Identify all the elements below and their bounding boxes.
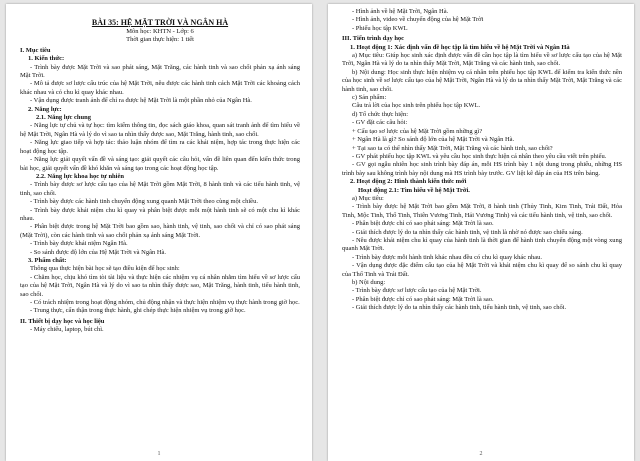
page1-line: - Máy chiếu, laptop, bút chì.	[30, 326, 104, 334]
page2-line: + Ngân Hà là gì? So sánh độ lớn của hệ Mặt Trời và Ngân Hà.	[352, 136, 515, 144]
page2-line: - Phiếu học tập KWL	[352, 24, 408, 32]
page2-line: - GV phát phiếu học tập KWL và yêu cầu học sinh thực hiện cá nhân theo yêu cầu viết trên phiếu.	[352, 152, 607, 160]
page-number-2: 2	[479, 451, 483, 457]
page2-line: c) Sản phẩm:	[352, 94, 387, 102]
page2-line: - GV gọi ngẫu nhiên học sinh trình bày đáp án, mỗi HS trình bày 1 nội dung trong phiếu, những HS trình bày sau không trình bày nội dung mà HS trình bày trước. GV liệt kê đáp án của HS trên bảng.	[342, 161, 622, 177]
page1-line: - Mô tả được sơ lược cấu trúc của hệ Mặt Trời, nêu được các hành tinh cách Mặt Trời các khoảng cách khác nhau và có chu kì quay khác nhau.	[20, 80, 300, 96]
page2-line: - GV đặt các câu hỏi:	[352, 119, 408, 127]
page2-line: - Hình ảnh, video về chuyển động của hệ Mặt Trời	[352, 16, 484, 24]
page2-line: b) Nội dung: Học sinh thực hiện nhiệm vụ cá nhân trên phiếu học tập KWL để kiểm tra kiến thức nền của học sinh về sơ lược cấu tạo của hệ Mặt Trời, Ngân Hà và lý do ta nhìn thấy Mặt Trời, Mặt Trăng và các hành tinh, sao chổi.	[342, 68, 622, 93]
page2-line: d) Tổ chức thực hiện:	[352, 110, 409, 118]
page2-line: 2. Hoạt động 2: Hình thành kiến thức mới	[350, 178, 467, 186]
page2-line: Câu trả lời của học sinh trên phiếu học tập KWL.	[352, 102, 481, 110]
page2-line: - Trình bày được sơ lược cấu tạo của hệ Mặt Trời.	[352, 287, 482, 295]
page1-line: I. Mục tiêu	[20, 46, 51, 54]
page1-line: 2.2. Năng lực khoa học tự nhiên	[36, 172, 124, 180]
page1-line: - Có trách nhiệm trong hoạt động nhóm, chủ động nhận và thực hiện nhiệm vụ thực hành trong giờ học.	[30, 299, 300, 306]
page1-line: - So sánh được độ lớn của Hệ Mặt Trời và Ngân Hà.	[30, 248, 167, 256]
page1-line: - Năng lực giải quyết vấn đề và sáng tạo: giải quyết các câu hỏi, vấn đề liên quan đến kiến thức trong bài học, giải quyết vấn đề khó khăn và sáng tạo trong các hoạt động học tập.	[20, 156, 300, 172]
document-page-2	[328, 4, 634, 461]
page2-line: - Phân biệt được chỉ có sao phát sáng: Mặt Trời là sao.	[352, 295, 494, 303]
page1-line: - Phân biệt được trong hệ Mặt Trời bao gồm sao, hành tinh, vệ tinh, sao chổi và chỉ có sao phát sáng (Mặt Trời), còn các hành tinh và sao chổi phản xạ ánh sáng Mặt Trời.	[20, 223, 300, 239]
page1-line: - Năng lực giao tiếp và hợp tác: thảo luận nhóm để tìm ra các khái niệm, hợp tác trong thực hiện các hoạt động học tập.	[20, 139, 300, 155]
duration-line: Thời gian thực hiện: 1 tiết	[126, 36, 194, 44]
document-page-1	[6, 4, 312, 461]
page2-line: Hoạt động 2.1: Tìm hiểu về hệ Mặt Trời.	[358, 186, 470, 194]
page-number-1: 1	[157, 451, 161, 457]
page1-line: - Chăm học, chịu khó tìm tòi tài liệu và thực hiện các nhiệm vụ cá nhân nhằm tìm hiểu về sơ lược cấu tạo của hệ Mặt Trời, Ngân Hà và lý do vì sao ta nhìn thấy được sao, Mặt Trăng, hành tinh, tiểu hành tinh, sao chổi.	[20, 273, 300, 298]
page2-line: - Trình bày được mỗi hành tinh khác nhau đều có chu kì quay khác nhau.	[352, 253, 543, 261]
page2-line: + Tại sao ta có thể nhìn thấy Mặt Trời, Mặt Trăng và các hành tinh, sao chổi?	[352, 144, 553, 152]
page2-line: - Vận dụng được đặc điểm cấu tạo của hệ Mặt Trời và khái niệm chu kì quay để so sánh chu kì quay của Thổ Tinh và Trái Đất.	[342, 262, 622, 278]
page1-line: - Năng lực tự chủ và tự học: tìm kiếm thông tin, đọc sách giáo khoa, quan sát tranh ảnh để tìm hiểu về hệ Mặt Trời, Ngân Hà và lý do vì sao ta nhìn thấy được sao, Mặt Trăng, hành tinh, sao chổi.	[20, 122, 300, 138]
lesson-title: BÀI 35: HỆ MẶT TRỜI VÀ NGÂN HÀ	[91, 18, 229, 27]
page-1-body	[20, 47, 300, 335]
page1-line: II. Thiết bị dạy học và học liệu	[20, 317, 105, 325]
page2-line: - Phân biệt được chỉ có sao phát sáng: Mặt Trời là sao.	[352, 220, 494, 228]
page1-line: 1. Kiến thức:	[28, 55, 65, 63]
page1-line: 2. Năng lực:	[28, 105, 62, 113]
page1-line: - Trình bày được khái niệm chu kì quay và phân biệt được mỗi một hành tinh sẽ có một chu kì khác nhau.	[20, 206, 300, 222]
page2-line: - Giải thích được lý do ta nhìn thấy các hành tinh, vệ tinh là nhờ nó được sao chiếu sáng.	[352, 228, 583, 236]
page2-line: a) Mục tiêu:	[352, 194, 384, 202]
page1-line: - Trung thực, cẩn thận trong thực hành, ghi chép thực hiện nhiệm vụ trong giờ học.	[30, 307, 246, 315]
page1-line: - Trình bày được Mặt Trời và sao phát sáng, Mặt Trăng, các hành tinh và sao chổi phản xạ ánh sáng Mặt Trời.	[20, 63, 300, 80]
page1-line: 3. Phẩm chất:	[28, 256, 67, 264]
page1-line: - Trình bày được sơ lược cấu tạo của hệ Mặt Trời gồm Mặt Trời, 8 hành tinh và các tiểu hành tinh, vệ tinh, sao chổi.	[20, 181, 300, 197]
page-2-body	[342, 8, 622, 313]
page2-line: b) Nội dung:	[352, 279, 386, 286]
page-2-content	[342, 8, 622, 313]
page1-line: Thông qua thực hiện bài học sẽ tạo điều kiện để học sinh:	[30, 265, 180, 273]
page1-line: - Trình bày được các hành tinh chuyển động xung quanh Mặt Trời theo cùng một chiều.	[30, 198, 258, 206]
page2-line: a) Mục tiêu: Giúp học sinh xác định được vấn đề cần học tập là tìm hiểu về sơ lược cấu tạo của hệ Mặt Trời, Ngân Hà và lý do ta nhìn thấy Mặt Trời, Mặt Trăng và các hành tinh, sao chổi.	[342, 52, 622, 68]
page-1-content	[20, 18, 300, 335]
page2-line: III. Tiến trình dạy học	[342, 35, 405, 43]
page2-line: - Giải thích được lý do ta nhìn thấy các hành tinh, tiểu hành tinh, vệ tinh, sao chổi.	[352, 304, 567, 312]
page2-line: + Cấu tạo sơ lược của hệ Mặt Trời gồm những gì?	[352, 127, 483, 135]
page2-line: - Trình bày được hệ Mặt Trời bao gồm Mặt Trời, 8 hành tinh (Thủy Tinh, Kim Tinh, Trái Đất, Hỏa Tinh, Mộc Tinh, Thổ Tinh, Thiên Vương Tinh, Hải Vương Tinh) và các tiểu hành tinh, vệ tinh, sao chổi.	[342, 203, 622, 219]
page2-line: - Hình ảnh về hệ Mặt Trời, Ngân Hà.	[352, 8, 449, 15]
page2-line: - Nêu được khái niệm chu kì quay của hành tinh là thời gian để hành tinh chuyển động một vòng xung quanh Mặt Trời.	[342, 236, 622, 253]
page1-line: - Vận dụng được tranh ảnh để chỉ ra được hệ Mặt Trời là một phần nhỏ của Ngân Hà.	[30, 97, 252, 105]
page2-line: 1. Hoạt động 1: Xác định vấn đề học tập là tìm hiểu về hệ Mặt Trời và Ngân Hà	[350, 43, 570, 51]
subject-line: Môn học: KHTN - Lớp: 6	[126, 28, 194, 35]
page1-line: - Trình bày được khái niệm Ngân Hà.	[30, 240, 128, 248]
page1-line: 2.1. Năng lực chung	[36, 114, 92, 122]
